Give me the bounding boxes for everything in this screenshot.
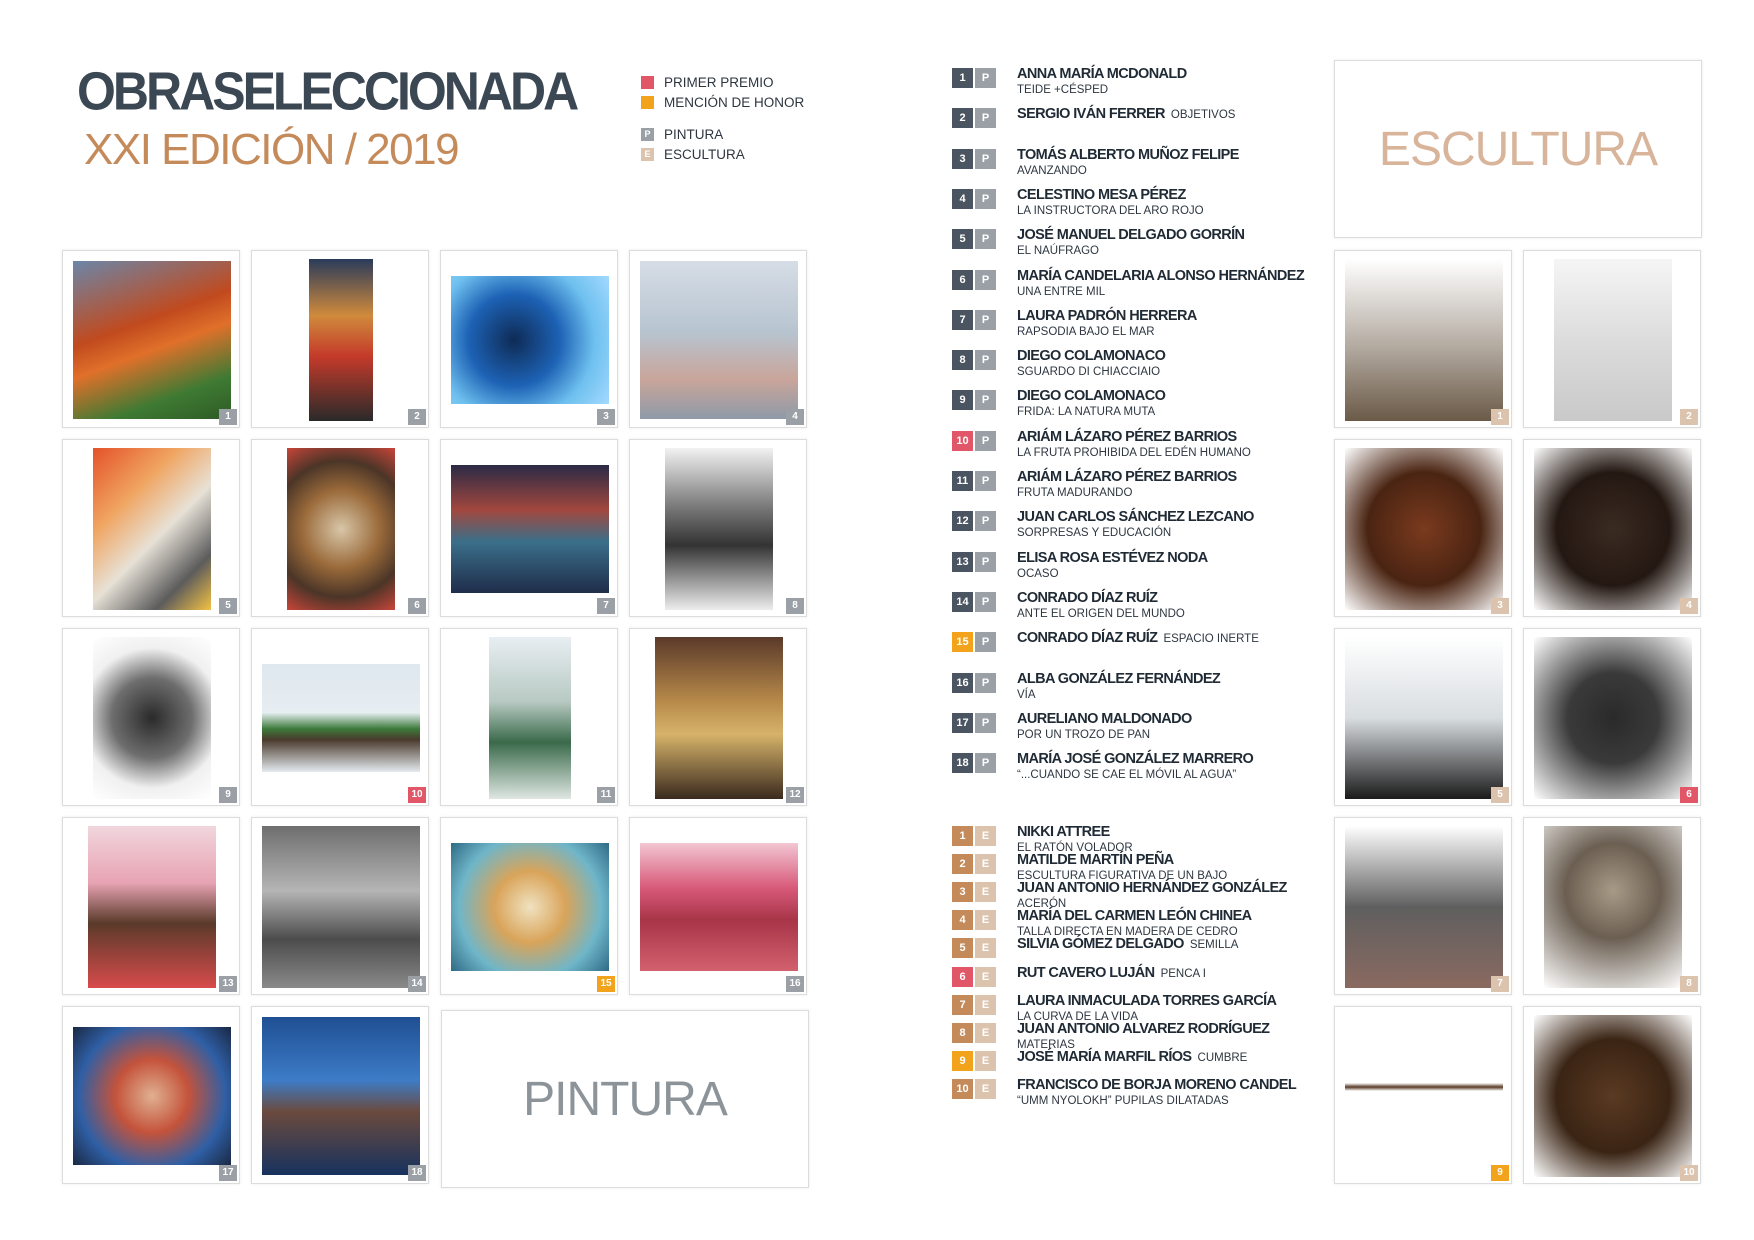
sculpture-label: ESCULTURA bbox=[1378, 122, 1658, 176]
list-number: 16 bbox=[952, 673, 973, 693]
sculpture-artwork-5 bbox=[1334, 628, 1512, 806]
sculpture-artwork-image bbox=[1534, 448, 1692, 610]
list-category-tag: E bbox=[975, 1023, 996, 1043]
painting-artwork-number: 16 bbox=[786, 976, 804, 992]
painting-artwork-13 bbox=[62, 817, 240, 995]
painting-list-badge bbox=[952, 552, 996, 572]
painting-artwork-15 bbox=[440, 817, 618, 995]
artist-name bbox=[1017, 710, 1192, 728]
page-title: OBRASELECCIONADA bbox=[77, 61, 577, 122]
painting-artwork-number: 2 bbox=[408, 409, 426, 425]
list-category-tag: P bbox=[975, 229, 996, 249]
list-category-tag: P bbox=[975, 149, 996, 169]
painting-list-badge bbox=[952, 68, 996, 88]
list-category-tag: P bbox=[975, 108, 996, 128]
artist-name-text: JUAN ANTONIO ALVAREZ RODRÍGUEZ bbox=[1017, 1020, 1270, 1037]
painting-artwork-14 bbox=[251, 817, 429, 995]
artist-name bbox=[1017, 146, 1239, 164]
sculpture-artwork-image bbox=[1345, 259, 1503, 421]
list-number: 9 bbox=[952, 1051, 973, 1071]
artist-name-text: ELISA ROSA ESTÉVEZ NODA bbox=[1017, 549, 1208, 566]
painting-label: PINTURA bbox=[523, 1072, 727, 1126]
list-category-tag: P bbox=[975, 350, 996, 370]
artist-name bbox=[1017, 549, 1208, 567]
artist-name-text: SERGIO IVÁN FERRER bbox=[1017, 106, 1165, 123]
legend-first-prize bbox=[641, 72, 804, 92]
sculpture-artwork-image bbox=[1554, 259, 1672, 421]
painting-list-badge bbox=[952, 270, 996, 290]
painting-list-badge bbox=[952, 350, 996, 370]
painting-tag-icon: P bbox=[641, 128, 654, 141]
painting-list-badge bbox=[952, 108, 996, 128]
list-number: 13 bbox=[952, 552, 973, 572]
sculpture-list-badge bbox=[952, 882, 996, 902]
painting-artwork-3 bbox=[440, 250, 618, 428]
work-title: “...CUANDO SE CAE EL MÓVIL AL AGUA” bbox=[1017, 769, 1237, 782]
painting-artwork-image bbox=[93, 448, 211, 610]
sculpture-artwork-number: 7 bbox=[1491, 976, 1509, 992]
sculpture-artwork-image bbox=[1345, 637, 1503, 799]
list-number: 17 bbox=[952, 713, 973, 733]
list-number: 15 bbox=[952, 632, 973, 652]
sculpture-artwork-number: 2 bbox=[1680, 409, 1698, 425]
legend-honorable-mention bbox=[641, 92, 804, 112]
painting-list-badge bbox=[952, 390, 996, 410]
work-title: RAPSODIA BAJO EL MAR bbox=[1017, 325, 1155, 338]
first-prize-swatch bbox=[641, 76, 654, 89]
artist-name-text: TOMÁS ALBERTO MUÑOZ FELIPE bbox=[1017, 146, 1239, 163]
artist-name-text: MATILDE MARTÍN PEÑA bbox=[1017, 852, 1174, 869]
artist-name bbox=[1017, 186, 1204, 204]
list-category-tag: E bbox=[975, 1079, 996, 1099]
painting-artwork-image bbox=[451, 843, 609, 971]
artist-name bbox=[1017, 1020, 1269, 1038]
list-number: 14 bbox=[952, 592, 973, 612]
artist-name bbox=[1017, 387, 1165, 405]
list-category-tag: P bbox=[975, 189, 996, 209]
artist-name-text: LAURA PADRÓN HERRERA bbox=[1017, 307, 1197, 324]
painting-artwork-number: 17 bbox=[219, 1165, 237, 1181]
artist-name bbox=[1017, 508, 1254, 526]
artist-name-text: CONRADO DÍAZ RUÍZ bbox=[1017, 589, 1158, 606]
sculpture-list-badge bbox=[952, 854, 996, 874]
list-number: 1 bbox=[952, 68, 973, 88]
painting-artwork-9 bbox=[62, 628, 240, 806]
artist-name bbox=[1017, 879, 1287, 897]
list-category-tag: P bbox=[975, 270, 996, 290]
legend-label: ESCULTURA bbox=[664, 146, 745, 162]
work-title: AVANZANDO bbox=[1017, 164, 1087, 177]
sculpture-list-badge bbox=[952, 967, 996, 987]
sculpture-artwork-number: 6 bbox=[1680, 787, 1698, 803]
painting-artwork-18 bbox=[251, 1006, 429, 1184]
painting-list-badge bbox=[952, 229, 996, 249]
honorable-mention-swatch bbox=[641, 96, 654, 109]
artist-name-text: JOSÉ MARÍA MARFIL RÍOS bbox=[1017, 1048, 1192, 1065]
sculpture-artwork-1 bbox=[1334, 250, 1512, 428]
list-category-tag: E bbox=[975, 995, 996, 1015]
painting-artwork-number: 4 bbox=[786, 409, 804, 425]
artist-name bbox=[1017, 629, 1259, 648]
painting-artwork-number: 18 bbox=[408, 1165, 426, 1181]
painting-artwork-image bbox=[73, 261, 231, 419]
painting-artwork-5 bbox=[62, 439, 240, 617]
artist-name bbox=[1017, 907, 1252, 925]
list-number: 9 bbox=[952, 390, 973, 410]
legend bbox=[641, 72, 804, 164]
artist-name bbox=[1017, 307, 1197, 325]
painting-artwork-number: 3 bbox=[597, 409, 615, 425]
painting-artwork-10 bbox=[251, 628, 429, 806]
list-number: 18 bbox=[952, 753, 973, 773]
list-category-tag: E bbox=[975, 910, 996, 930]
work-title: OCASO bbox=[1017, 567, 1059, 580]
sculpture-artwork-8 bbox=[1523, 817, 1701, 995]
artist-name-text: FRANCISCO DE BORJA MORENO CANDEL bbox=[1017, 1076, 1297, 1093]
painting-artwork-image bbox=[665, 448, 773, 610]
sculpture-list-badge bbox=[952, 995, 996, 1015]
list-category-tag: P bbox=[975, 511, 996, 531]
legend-label: PRIMER PREMIO bbox=[664, 74, 774, 90]
sculpture-artwork-number: 1 bbox=[1491, 409, 1509, 425]
work-title: FRIDA: LA NATURA MUTA bbox=[1017, 406, 1156, 419]
artist-name-text: RUT CAVERO LUJÁN bbox=[1017, 964, 1155, 981]
list-category-tag: E bbox=[975, 882, 996, 902]
artist-name-text: JUAN ANTONIO HERNÁNDEZ GONZÁLEZ bbox=[1017, 880, 1287, 897]
sculpture-artwork-image bbox=[1534, 637, 1692, 799]
artist-name-text: MARÍA JOSÉ GONZÁLEZ MARRERO bbox=[1017, 751, 1254, 768]
list-number: 3 bbox=[952, 149, 973, 169]
sculpture-artwork-3 bbox=[1334, 439, 1512, 617]
painting-artwork-image bbox=[655, 637, 783, 799]
painting-artwork-11 bbox=[440, 628, 618, 806]
painting-list-badge bbox=[952, 632, 996, 652]
work-title: EL NAÚFRAGO bbox=[1017, 245, 1100, 258]
work-title: LA INSTRUCTORA DEL ARO ROJO bbox=[1017, 204, 1204, 217]
list-number: 3 bbox=[952, 882, 973, 902]
work-title: LA FRUTA PROHIBIDA DEL EDÉN HUMANO bbox=[1017, 446, 1251, 459]
painting-artwork-number: 15 bbox=[597, 976, 615, 992]
painting-artwork-number: 5 bbox=[219, 598, 237, 614]
list-number: 5 bbox=[952, 938, 973, 958]
list-number: 2 bbox=[952, 854, 973, 874]
artist-name-text: ALBA GONZÁLEZ FERNÁNDEZ bbox=[1017, 670, 1221, 687]
sculpture-artwork-image bbox=[1345, 826, 1503, 988]
list-number: 8 bbox=[952, 350, 973, 370]
artist-name bbox=[1017, 65, 1187, 83]
legend-label: MENCIÓN DE HONOR bbox=[664, 94, 805, 110]
artist-name-text: LAURA INMACULADA TORRES GARCÍA bbox=[1017, 992, 1277, 1009]
artist-name bbox=[1017, 267, 1304, 285]
list-number: 12 bbox=[952, 511, 973, 531]
work-title: LA CURVA DE LA VIDA bbox=[1017, 1010, 1139, 1023]
list-category-tag: P bbox=[975, 713, 996, 733]
list-category-tag: E bbox=[975, 1051, 996, 1071]
painting-artwork-image bbox=[489, 637, 571, 799]
list-category-tag: P bbox=[975, 552, 996, 572]
artist-name bbox=[1017, 347, 1165, 365]
list-category-tag: E bbox=[975, 826, 996, 846]
painting-artwork-2 bbox=[251, 250, 429, 428]
list-number: 6 bbox=[952, 967, 973, 987]
painting-artwork-4 bbox=[629, 250, 807, 428]
work-title: CUMBRE bbox=[1197, 1051, 1248, 1064]
list-category-tag: P bbox=[975, 390, 996, 410]
painting-artwork-16 bbox=[629, 817, 807, 995]
artist-name bbox=[1017, 428, 1251, 446]
work-title: “UMM NYOLOKH” PUPILAS DILATADAS bbox=[1017, 1094, 1229, 1107]
page-subtitle: XXI EDICIÓN / 2019 bbox=[84, 125, 459, 174]
list-category-tag: P bbox=[975, 431, 996, 451]
painting-artwork-image bbox=[262, 826, 420, 988]
painting-artwork-6 bbox=[251, 439, 429, 617]
work-title: SORPRESAS Y EDUCACIÓN bbox=[1017, 527, 1172, 540]
work-title: TALLA DIRECTA EN MADERA DE CEDRO bbox=[1017, 926, 1238, 939]
list-category-tag: E bbox=[975, 938, 996, 958]
artist-name bbox=[1017, 468, 1237, 486]
artist-name-text: CONRADO DÍAZ RUÍZ bbox=[1017, 630, 1158, 647]
work-title: SGUARDO DI CHIACCIAIO bbox=[1017, 366, 1161, 379]
list-category-tag: P bbox=[975, 632, 996, 652]
list-number: 8 bbox=[952, 1023, 973, 1043]
list-number: 6 bbox=[952, 270, 973, 290]
artist-name-text: ARIÁM LÁZARO PÉREZ BARRIOS bbox=[1017, 428, 1237, 445]
sculpture-artwork-number: 5 bbox=[1491, 787, 1509, 803]
work-title: FRUTA MADURANDO bbox=[1017, 487, 1133, 499]
painting-artwork-image bbox=[262, 1017, 420, 1175]
list-number: 4 bbox=[952, 910, 973, 930]
painting-artwork-7 bbox=[440, 439, 618, 617]
painting-artwork-image bbox=[640, 261, 798, 419]
sculpture-artwork-10 bbox=[1523, 1006, 1701, 1184]
painting-list-badge bbox=[952, 511, 996, 531]
painting-artwork-number: 1 bbox=[219, 409, 237, 425]
work-title: MATERIAS bbox=[1017, 1038, 1075, 1051]
sculpture-list-badge bbox=[952, 938, 996, 958]
painting-artwork-number: 10 bbox=[408, 787, 426, 803]
painting-artwork-image bbox=[287, 448, 395, 610]
list-number: 10 bbox=[952, 1079, 973, 1099]
artist-name bbox=[1017, 851, 1227, 869]
artist-name bbox=[1017, 750, 1253, 768]
painting-artwork-number: 6 bbox=[408, 598, 426, 614]
artist-name bbox=[1017, 670, 1220, 688]
sculpture-artwork-image bbox=[1534, 1015, 1692, 1177]
work-title: POR UN TROZO DE PAN bbox=[1017, 728, 1151, 741]
sculpture-list-badge bbox=[952, 910, 996, 930]
sculpture-artwork-number: 9 bbox=[1491, 1165, 1509, 1181]
artist-name bbox=[1017, 992, 1276, 1010]
artist-name-text: ANNA MARÍA MCDONALD bbox=[1017, 66, 1187, 82]
painting-list-badge bbox=[952, 310, 996, 330]
artist-name-text: SILVIA GÓMEZ DELGADO bbox=[1017, 936, 1184, 953]
painting-artwork-number: 9 bbox=[219, 787, 237, 803]
list-number: 7 bbox=[952, 310, 973, 330]
painting-list-badge bbox=[952, 753, 996, 773]
artist-name bbox=[1017, 1076, 1296, 1094]
sculpture-artwork-9 bbox=[1334, 1006, 1512, 1184]
artist-name bbox=[1017, 589, 1185, 607]
list-number: 10 bbox=[952, 431, 973, 451]
list-number: 4 bbox=[952, 189, 973, 209]
sculpture-tag-icon: E bbox=[641, 148, 654, 161]
painting-artwork-image bbox=[451, 276, 609, 404]
list-number: 11 bbox=[952, 471, 973, 491]
list-number: 1 bbox=[952, 826, 973, 846]
list-category-tag: P bbox=[975, 310, 996, 330]
list-number: 7 bbox=[952, 995, 973, 1015]
work-title: EL RATÓN VOLADOR bbox=[1017, 842, 1133, 854]
sculpture-artwork-number: 3 bbox=[1491, 598, 1509, 614]
list-category-tag: P bbox=[975, 753, 996, 773]
painting-section-label bbox=[441, 1010, 809, 1188]
painting-artwork-number: 8 bbox=[786, 598, 804, 614]
painting-list-badge bbox=[952, 189, 996, 209]
sculpture-artwork-number: 4 bbox=[1680, 598, 1698, 614]
painting-artwork-image bbox=[262, 664, 420, 772]
list-category-tag: P bbox=[975, 673, 996, 693]
sculpture-artwork-number: 10 bbox=[1680, 1165, 1698, 1181]
sculpture-list-badge bbox=[952, 1051, 996, 1071]
painting-artwork-image bbox=[88, 826, 216, 988]
artist-name bbox=[1017, 964, 1206, 983]
artist-name-text: DIEGO COLAMONACO bbox=[1017, 388, 1166, 405]
legend-painting bbox=[641, 124, 804, 144]
work-title: ANTE EL ORIGEN DEL MUNDO bbox=[1017, 607, 1185, 620]
artist-name-text: JOSÉ MANUEL DELGADO GORRÍN bbox=[1017, 227, 1245, 244]
sculpture-list-badge bbox=[952, 826, 996, 846]
painting-artwork-image bbox=[73, 1027, 231, 1165]
artist-name bbox=[1017, 935, 1238, 954]
painting-list-badge bbox=[952, 149, 996, 169]
sculpture-artwork-number: 8 bbox=[1680, 976, 1698, 992]
work-title: PENCA I bbox=[1160, 967, 1206, 980]
artist-name-text: DIEGO COLAMONACO bbox=[1017, 348, 1166, 365]
painting-list-badge bbox=[952, 471, 996, 491]
list-category-tag: E bbox=[975, 967, 996, 987]
sculpture-artwork-7 bbox=[1334, 817, 1512, 995]
painting-list-badge bbox=[952, 713, 996, 733]
artist-name-text: JUAN CARLOS SÁNCHEZ LEZCANO bbox=[1017, 509, 1254, 526]
list-category-tag: E bbox=[975, 854, 996, 874]
painting-list-badge bbox=[952, 673, 996, 693]
list-category-tag: P bbox=[975, 68, 996, 88]
artist-name-text: NIKKI ATTREE bbox=[1017, 824, 1110, 840]
list-category-tag: P bbox=[975, 592, 996, 612]
artist-name-text: CELESTINO MESA PÉREZ bbox=[1017, 186, 1186, 203]
legend-sculpture bbox=[641, 144, 804, 164]
artist-name bbox=[1017, 105, 1235, 124]
sculpture-section-label bbox=[1334, 60, 1702, 238]
sculpture-list-badge bbox=[952, 1079, 996, 1099]
work-title: TEIDE +CÉSPED bbox=[1017, 84, 1109, 96]
artist-name bbox=[1017, 1048, 1247, 1067]
work-title: OBJETIVOS bbox=[1170, 109, 1236, 122]
work-title: VÍA bbox=[1017, 688, 1036, 701]
sculpture-artwork-image bbox=[1345, 1067, 1503, 1107]
painting-artwork-12 bbox=[629, 628, 807, 806]
painting-artwork-image bbox=[93, 637, 211, 799]
painting-artwork-number: 11 bbox=[597, 787, 615, 803]
painting-list-badge bbox=[952, 592, 996, 612]
painting-artwork-17 bbox=[62, 1006, 240, 1184]
painting-artwork-8 bbox=[629, 439, 807, 617]
work-title: ESCULTURA FIGURATIVA DE UN BAJO bbox=[1017, 870, 1228, 883]
list-number: 2 bbox=[952, 108, 973, 128]
sculpture-artwork-6 bbox=[1523, 628, 1701, 806]
painting-artwork-number: 7 bbox=[597, 598, 615, 614]
work-title: ACERÓN bbox=[1017, 898, 1067, 911]
sculpture-artwork-2 bbox=[1523, 250, 1701, 428]
painting-artwork-image bbox=[309, 259, 373, 421]
list-category-tag: P bbox=[975, 471, 996, 491]
sculpture-artwork-4 bbox=[1523, 439, 1701, 617]
painting-artwork-image bbox=[640, 843, 798, 971]
painting-list-badge bbox=[952, 431, 996, 451]
artist-name-text: MARÍA DEL CARMEN LEÓN CHINEA bbox=[1017, 908, 1252, 925]
painting-artwork-image bbox=[451, 465, 609, 593]
sculpture-artwork-image bbox=[1544, 826, 1682, 988]
work-title: UNA ENTRE MIL bbox=[1017, 285, 1106, 298]
artist-name bbox=[1017, 823, 1133, 841]
sculpture-artwork-image bbox=[1345, 448, 1503, 610]
legend-label: PINTURA bbox=[664, 126, 724, 142]
artist-name-text: AURELIANO MALDONADO bbox=[1017, 710, 1192, 727]
work-title: ESPACIO INERTE bbox=[1163, 633, 1259, 646]
artist-name-text: ARIÁM LÁZARO PÉREZ BARRIOS bbox=[1017, 469, 1237, 485]
painting-artwork-number: 13 bbox=[219, 976, 237, 992]
sculpture-list-badge bbox=[952, 1023, 996, 1043]
painting-artwork-1 bbox=[62, 250, 240, 428]
artist-name bbox=[1017, 226, 1244, 244]
list-number: 5 bbox=[952, 229, 973, 249]
painting-artwork-number: 14 bbox=[408, 976, 426, 992]
painting-artwork-number: 12 bbox=[786, 787, 804, 803]
work-title: SEMILLA bbox=[1189, 939, 1239, 952]
artist-name-text: MARÍA CANDELARIA ALONSO HERNÁNDEZ bbox=[1017, 267, 1305, 284]
